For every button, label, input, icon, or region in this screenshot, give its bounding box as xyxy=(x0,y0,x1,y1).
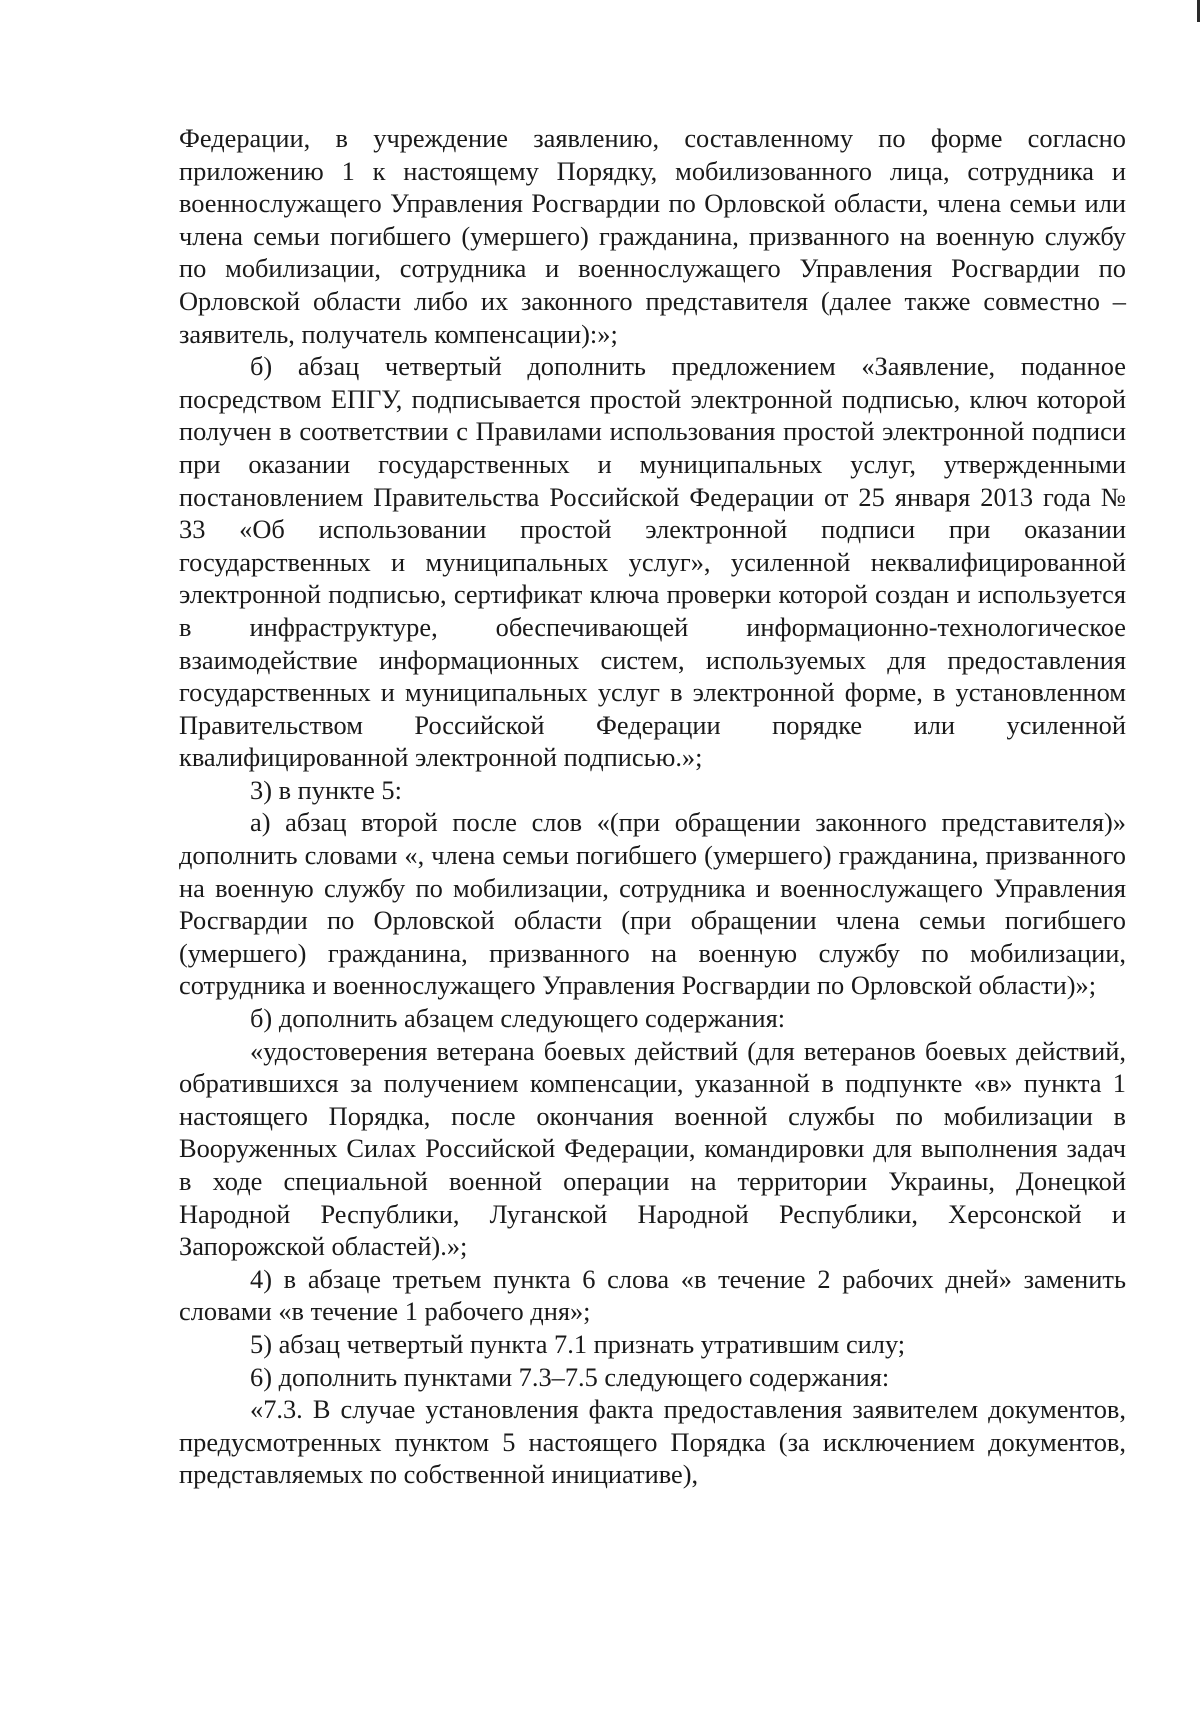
paragraph-b-paragraph-four: б) абзац четвертый дополнить предложением «Заявление, поданное посредством ЕПГУ, подписывается простой электронной подписью, ключ которой получен в соответствии с Правилами использования простой электронной подписи при оказании государственных и муниципальных услуг, утвержденными постановлением Правительства Российской Федерации от 25 января 2013 года № 33 «Об использовании простой электронной подписи при оказании государственных и муниципальных услуг», усиленной неквалифицированной электронной подписью, сертификат ключа проверки которой создан и используется в инфраструктуре, обеспечивающей информационно-технологическое взаимодействие информационных систем, используемых для предоставления государственных и муниципальных услуг в электронной форме, в установленном Правительством Российской Федерации порядке или усиленной квалифицированной электронной подписью.»; xyxy=(179,351,1126,773)
paragraph-b-add-paragraph: б) дополнить абзацем следующего содержания: xyxy=(250,1003,786,1034)
paragraph-item-5: 5) абзац четвертый пункта 7.1 признать утратившим силу; xyxy=(250,1328,906,1359)
paragraph-veteran-certificate: «удостоверения ветерана боевых действий (для ветеранов боевых действий, обратившихся за получением компенсации, указанной в подпункте «в» пункта 1 настоящего Порядка, после окончания военной службы по мобилизации в Вооруженных Силах Российской Федерации, командировки для выполнения задач в ходе специальной военной операции на территории Украины, Донецкой Народной Республики, Луганской Народной Республики, Херсонской и Запорожской областей).»; xyxy=(179,1035,1126,1262)
document-body xyxy=(179,122,1126,1491)
paragraph-item-3: 3) в пункте 5: xyxy=(250,774,402,805)
paragraph-continuation: Федерации, в учреждение заявлению, составленному по форме согласно приложению 1 к настоящему Порядку, мобилизованного лица, сотрудника и военнослужащего Управления Росгвардии по Орловской области, члена семьи или члена семьи погибшего (умершего) гражданина, призванного на военную службу по мобилизации, сотрудника и военнослужащего Управления Росгвардии по Орловской области либо их законного представителя (далее также совместно – заявитель, получатель компенсации):»; xyxy=(179,123,1126,349)
paragraph-item-7-3: «7.3. В случае установления факта предоставления заявителем документов, предусмотренных пунктом 5 настоящего Порядка (за исключением документов, представляемых по собственной инициативе), xyxy=(179,1394,1126,1490)
paragraph-item-6: 6) дополнить пунктами 7.3–7.5 следующего содержания: xyxy=(250,1361,890,1392)
paragraph-item-4: 4) в абзаце третьем пункта 6 слова «в течение 2 рабочих дней» заменить словами «в течение 1 рабочего дня»; xyxy=(179,1263,1126,1327)
paragraph-a-paragraph-two: а) абзац второй после слов «(при обращении законного представителя)» дополнить словами «, члена семьи погибшего (умершего) гражданина, призванного на военную службу по мобилизации, сотрудника и военнослужащего Управления Росгвардии по Орловской области (при обращении члена семьи погибшего (умершего) гражданина, призванного на военную службу по мобилизации, сотрудника и военнослужащего Управления Росгвардии по Орловской области)»; xyxy=(179,807,1126,1001)
